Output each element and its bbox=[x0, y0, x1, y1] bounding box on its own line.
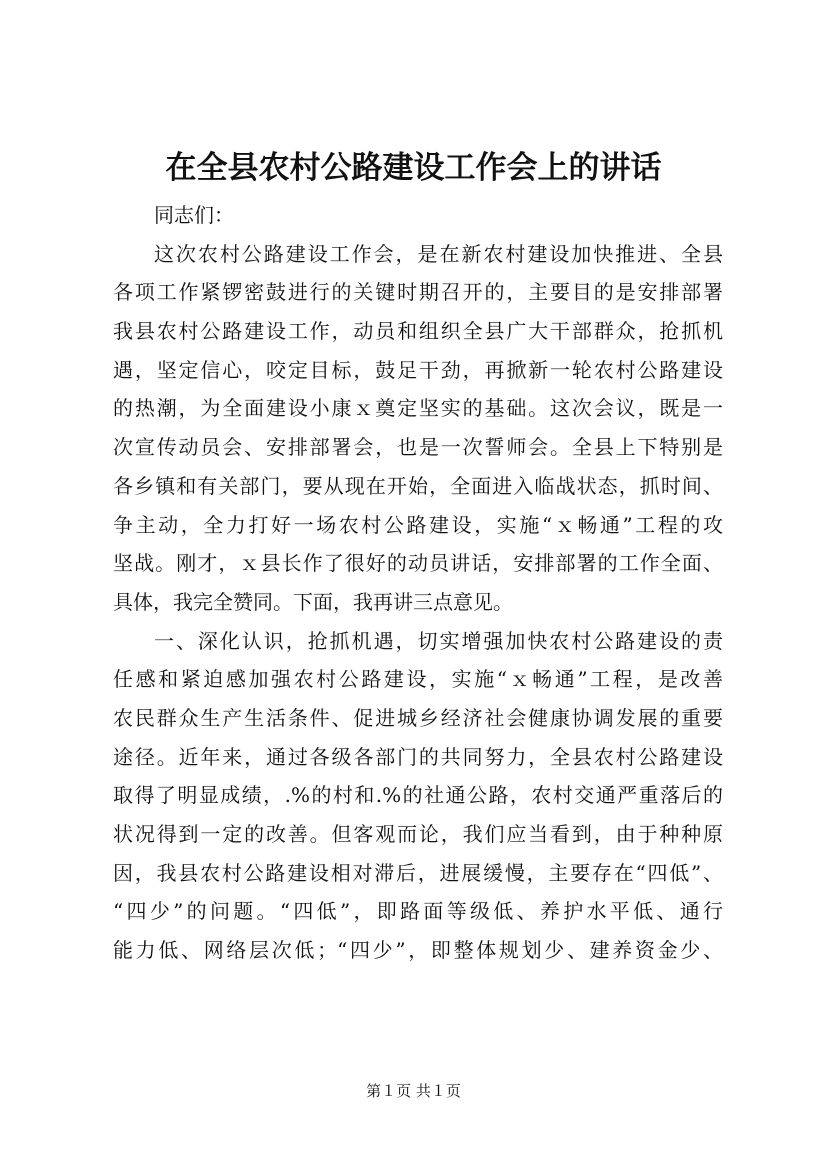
paragraph-2-line-9: 能力低、网络层次低；“四少”，即整体规划少、建养资金少、 bbox=[113, 938, 723, 963]
paragraph-1-line-3: 我县农村公路建设工作，动员和组织全县广大干部群众，抢抓机 bbox=[113, 319, 723, 344]
salutation: 同志们： bbox=[154, 203, 234, 227]
paragraph-1-line-6: 次宣传动员会、安排部署会，也是一次誓师会。全县上下特别是 bbox=[113, 435, 723, 460]
paragraph-2-line-1: 一、深化认识，抢抓机遇，切实增强加快农村公路建设的责 bbox=[154, 628, 723, 653]
document-body bbox=[113, 196, 723, 970]
paragraph-1-line-5: 的热潮，为全面建设小康ｘ奠定坚实的基础。这次会议，既是一 bbox=[113, 396, 723, 421]
page-footer: 第１页 共１页 bbox=[366, 1082, 461, 1100]
paragraph-1-line-1: 这次农村公路建设工作会，是在新农村建设加快推进、全县 bbox=[154, 241, 723, 266]
paragraph-2-line-7: 因，我县农村公路建设相对滞后，进展缓慢，主要存在“四低”、 bbox=[113, 860, 723, 885]
paragraph-2-line-6: 状况得到一定的改善。但客观而论，我们应当看到，由于种种原 bbox=[113, 822, 723, 846]
paragraph-1-line-4: 遇，坚定信心，咬定目标，鼓足干劲，再掀新一轮农村公路建设 bbox=[113, 357, 723, 382]
paragraph-1-line-10: 具体，我完全赞同。下面，我再讲三点意见。 bbox=[113, 589, 513, 614]
paragraph-2-line-8: “四少”的问题。“四低”，即路面等级低、养护水平低、通行 bbox=[113, 899, 723, 924]
document-title: 在全县农村公路建设工作会上的讲话 bbox=[165, 150, 662, 186]
paragraph-1-line-8: 争主动，全力打好一场农村公路建设，实施“ｘ畅通”工程的攻 bbox=[113, 512, 723, 537]
paragraph-2-line-4: 途径。近年来，通过各级各部门的共同努力，全县农村公路建设 bbox=[113, 744, 723, 769]
paragraph-1-line-9: 坚战。刚才，ｘ县长作了很好的动员讲话，安排部署的工作全面、 bbox=[113, 551, 723, 576]
paragraph-2-line-3: 农民群众生产生活条件、促进城乡经济社会健康协调发展的重要 bbox=[113, 705, 723, 730]
paragraph-2-line-5: 取得了明显成绩，.%的村和.%的社通公路，农村交通严重落后的 bbox=[113, 783, 723, 808]
paragraph-2-line-2: 任感和紧迫感加强农村公路建设，实施“ｘ畅通”工程，是改善 bbox=[113, 667, 723, 692]
paragraph-1-line-2: 各项工作紧锣密鼓进行的关键时期召开的，主要目的是安排部署 bbox=[113, 280, 723, 305]
paragraph-1-line-7: 各乡镇和有关部门，要从现在开始，全面进入临战状态，抓时间、 bbox=[113, 473, 723, 498]
